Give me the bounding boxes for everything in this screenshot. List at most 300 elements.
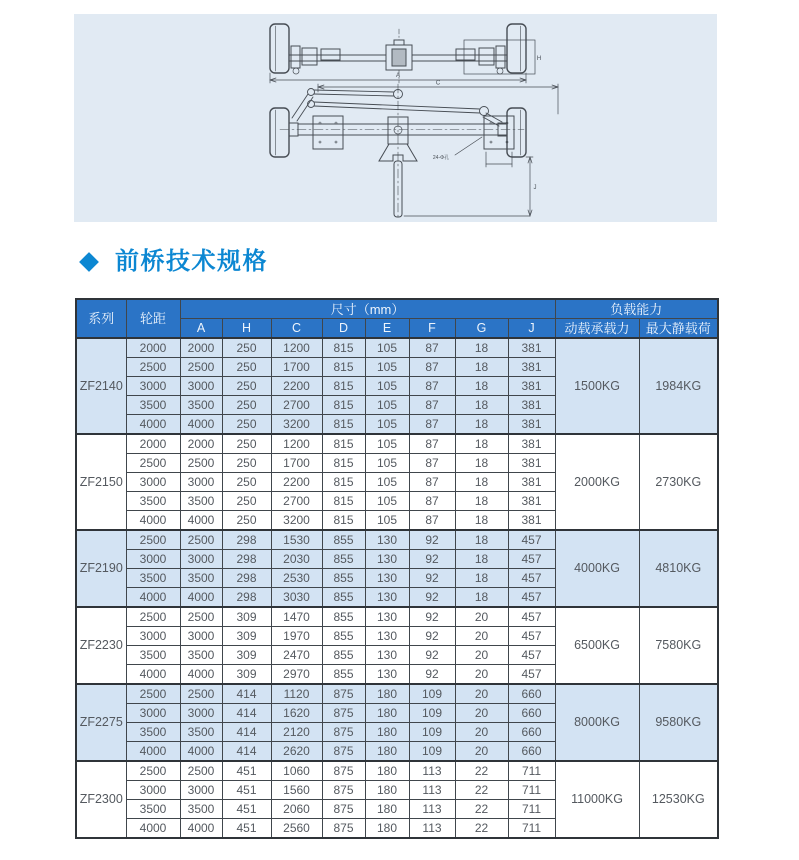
track-cell: 3000 [126,473,180,492]
track-cell: 2000 [126,434,180,454]
dim-cell: 18 [455,377,508,396]
dim-cell: 4000 [180,742,222,762]
dim-cell: 1560 [271,781,322,800]
col-header-track: 轮距 [126,299,180,338]
dimension-j [404,157,533,216]
dim-cell: 2970 [271,665,322,685]
dim-cell: 309 [222,607,271,627]
track-cell: 3500 [126,800,180,819]
dim-cell: 250 [222,377,271,396]
col-header-dim-f: F [409,319,455,339]
dim-cell: 660 [508,742,555,762]
dim-cell: 18 [455,511,508,531]
wheel-right-plan [507,108,526,157]
front-axle-technical-drawing [74,14,717,222]
track-cell: 2500 [126,684,180,704]
table-row [76,338,718,358]
dim-cell: 87 [409,473,455,492]
dim-cell: 381 [508,377,555,396]
dim-cell: 92 [409,627,455,646]
dim-cell: 105 [365,358,409,377]
dim-cell: 815 [322,454,365,473]
col-group-load-capacity: 负载能力 [555,299,718,319]
dim-cell: 2470 [271,646,322,665]
dim-cell: 20 [455,627,508,646]
drawing-dim-j-label: J [533,185,537,191]
dim-cell: 130 [365,607,409,627]
track-cell: 4000 [126,415,180,435]
track-cell: 3000 [126,781,180,800]
drawing-dim-c-label: C [435,80,441,87]
series-cell: ZF2140 [76,338,126,434]
dimension-c [318,84,558,114]
dim-cell: 1060 [271,761,322,781]
dim-cell: 18 [455,415,508,435]
dim-cell: 815 [322,415,365,435]
dim-cell: 180 [365,800,409,819]
drawing-note-label: 24-Φ孔 [432,155,450,161]
dim-cell: 113 [409,761,455,781]
dim-cell: 815 [322,434,365,454]
dim-cell: 309 [222,665,271,685]
track-cell: 2500 [126,358,180,377]
dim-cell: 87 [409,511,455,531]
dim-cell: 3500 [180,492,222,511]
dim-cell: 381 [508,358,555,377]
dim-cell: 18 [455,473,508,492]
track-cell: 2500 [126,607,180,627]
dim-cell: 451 [222,819,271,839]
col-header-dim-e: E [365,319,409,339]
dim-cell: 815 [322,377,365,396]
dim-cell: 3000 [180,704,222,723]
dim-cell: 457 [508,588,555,608]
dim-cell: 92 [409,607,455,627]
dim-cell: 87 [409,358,455,377]
dim-cell: 875 [322,800,365,819]
drawing-dim-a-label: A [395,73,401,79]
table-row [76,530,718,550]
dynamic-load-cell: 11000KG [555,761,639,838]
dim-cell: 87 [409,377,455,396]
dim-cell: 92 [409,550,455,569]
dim-cell: 381 [508,338,555,358]
dim-cell: 22 [455,761,508,781]
dim-cell: 855 [322,627,365,646]
dim-cell: 2500 [180,684,222,704]
dim-cell: 20 [455,646,508,665]
spec-table-body [76,338,718,838]
col-header-dim-c: C [271,319,322,339]
dim-cell: 105 [365,434,409,454]
axle-plan-view [270,84,558,220]
dim-cell: 2200 [271,473,322,492]
dim-cell: 3000 [180,781,222,800]
dim-cell: 250 [222,358,271,377]
table-row [76,607,718,627]
dim-cell: 105 [365,396,409,415]
dim-cell: 3500 [180,396,222,415]
dim-cell: 2000 [180,338,222,358]
dim-cell: 2560 [271,819,322,839]
track-cell: 3000 [126,704,180,723]
dim-cell: 381 [508,434,555,454]
dim-cell: 1530 [271,530,322,550]
static-load-cell: 4810KG [639,530,718,607]
dim-cell: 87 [409,434,455,454]
dim-cell: 130 [365,665,409,685]
table-row [76,684,718,704]
flange-left [313,116,343,149]
dim-cell: 815 [322,511,365,531]
track-cell: 2500 [126,761,180,781]
dim-cell: 875 [322,742,365,762]
dim-cell: 3000 [180,550,222,569]
dim-cell: 1200 [271,434,322,454]
dim-cell: 2500 [180,454,222,473]
dim-cell: 1700 [271,358,322,377]
dim-cell: 3500 [180,800,222,819]
dim-cell: 660 [508,723,555,742]
dim-cell: 711 [508,819,555,839]
dim-cell: 2620 [271,742,322,762]
dim-cell: 309 [222,646,271,665]
dim-cell: 3500 [180,646,222,665]
dim-cell: 815 [322,492,365,511]
dim-cell: 451 [222,761,271,781]
dim-cell: 457 [508,646,555,665]
dim-cell: 3030 [271,588,322,608]
dim-cell: 2120 [271,723,322,742]
dim-cell: 105 [365,492,409,511]
dim-cell: 18 [455,434,508,454]
dim-cell: 20 [455,742,508,762]
dim-cell: 298 [222,530,271,550]
dim-cell: 815 [322,358,365,377]
dim-cell: 855 [322,607,365,627]
dim-cell: 815 [322,473,365,492]
flange-right [484,116,514,149]
dim-cell: 855 [322,665,365,685]
dim-cell: 2500 [180,607,222,627]
dim-cell: 22 [455,781,508,800]
dynamic-load-cell: 1500KG [555,338,639,434]
dim-cell: 875 [322,704,365,723]
track-cell: 3500 [126,646,180,665]
dim-cell: 109 [409,723,455,742]
dim-cell: 2000 [180,434,222,454]
track-cell: 3500 [126,569,180,588]
dim-cell: 1970 [271,627,322,646]
dim-cell: 875 [322,761,365,781]
dim-cell: 3200 [271,415,322,435]
dim-cell: 1700 [271,454,322,473]
static-load-cell: 1984KG [639,338,718,434]
dim-cell: 109 [409,742,455,762]
dim-cell: 381 [508,415,555,435]
track-cell: 3000 [126,627,180,646]
dim-cell: 855 [322,646,365,665]
dim-cell: 250 [222,415,271,435]
dim-cell: 298 [222,569,271,588]
dim-cell: 105 [365,454,409,473]
spec-table-header [76,299,718,338]
dim-cell: 4000 [180,415,222,435]
dim-cell: 130 [365,646,409,665]
series-cell: ZF2300 [76,761,126,838]
dim-cell: 92 [409,569,455,588]
wheel-left-plan [270,108,289,157]
dim-cell: 4000 [180,665,222,685]
dim-cell: 87 [409,396,455,415]
dim-cell: 711 [508,761,555,781]
dim-cell: 4000 [180,588,222,608]
static-load-cell: 12530KG [639,761,718,838]
col-group-dimensions: 尺寸（mm） [180,299,555,319]
dynamic-load-cell: 4000KG [555,530,639,607]
dim-cell: 298 [222,588,271,608]
dim-cell: 180 [365,819,409,839]
dim-cell: 2200 [271,377,322,396]
dim-cell: 20 [455,665,508,685]
dim-cell: 130 [365,588,409,608]
dim-cell: 113 [409,781,455,800]
dim-cell: 18 [455,588,508,608]
dim-cell: 855 [322,550,365,569]
dim-cell: 381 [508,492,555,511]
dim-cell: 105 [365,415,409,435]
dim-cell: 381 [508,396,555,415]
table-row [76,761,718,781]
dim-cell: 92 [409,530,455,550]
dim-cell: 180 [365,684,409,704]
dim-cell: 855 [322,569,365,588]
series-cell: ZF2230 [76,607,126,684]
dim-cell: 414 [222,723,271,742]
dim-cell: 2030 [271,550,322,569]
dim-cell: 2500 [180,530,222,550]
dim-cell: 18 [455,530,508,550]
front-axle-spec-table [75,298,719,839]
track-cell: 2500 [126,454,180,473]
tie-rods [292,89,502,127]
track-cell: 4000 [126,588,180,608]
dim-cell: 250 [222,511,271,531]
diamond-bullet-icon [79,252,99,272]
dim-cell: 457 [508,530,555,550]
col-header-series: 系列 [76,299,126,338]
dim-cell: 660 [508,704,555,723]
dim-cell: 113 [409,800,455,819]
dim-cell: 2700 [271,396,322,415]
table-row [76,434,718,454]
dim-cell: 875 [322,684,365,704]
dim-cell: 3000 [180,627,222,646]
dim-cell: 250 [222,338,271,358]
dim-cell: 711 [508,800,555,819]
dim-cell: 457 [508,627,555,646]
dim-cell: 20 [455,607,508,627]
dim-cell: 3200 [271,511,322,531]
wheel-right [507,24,526,73]
dim-cell: 451 [222,800,271,819]
dim-cell: 875 [322,723,365,742]
dim-cell: 18 [455,396,508,415]
dim-cell: 309 [222,627,271,646]
dim-cell: 18 [455,454,508,473]
series-cell: ZF2275 [76,684,126,761]
dim-cell: 87 [409,415,455,435]
dim-cell: 2700 [271,492,322,511]
dim-cell: 381 [508,454,555,473]
dim-cell: 180 [365,742,409,762]
dim-cell: 87 [409,454,455,473]
track-cell: 2500 [126,530,180,550]
track-cell: 3500 [126,723,180,742]
dim-cell: 2530 [271,569,322,588]
axle-drawing-panel [74,14,717,222]
dim-cell: 815 [322,396,365,415]
col-header-dim-d: D [322,319,365,339]
dim-cell: 20 [455,704,508,723]
dim-cell: 711 [508,781,555,800]
dim-cell: 18 [455,569,508,588]
wheel-left [270,24,289,73]
dim-cell: 250 [222,454,271,473]
dim-cell: 3000 [180,377,222,396]
dim-cell: 22 [455,819,508,839]
col-header-dim-g: G [455,319,508,339]
track-cell: 3500 [126,492,180,511]
dim-cell: 457 [508,550,555,569]
col-header-dim-j: J [508,319,555,339]
dim-cell: 414 [222,704,271,723]
dim-cell: 451 [222,781,271,800]
dim-cell: 18 [455,358,508,377]
dim-cell: 2060 [271,800,322,819]
dim-cell: 381 [508,511,555,531]
track-cell: 4000 [126,742,180,762]
dim-cell: 130 [365,550,409,569]
dim-cell: 105 [365,338,409,358]
drawing-dim-h-label: H [536,56,542,62]
dim-cell: 414 [222,742,271,762]
dim-cell: 1620 [271,704,322,723]
dim-cell: 855 [322,588,365,608]
dim-cell: 92 [409,588,455,608]
section-heading [82,246,268,278]
dim-cell: 105 [365,511,409,531]
dim-cell: 3500 [180,569,222,588]
dim-cell: 250 [222,492,271,511]
dim-cell: 18 [455,492,508,511]
dim-cell: 1120 [271,684,322,704]
dim-cell: 113 [409,819,455,839]
col-header-dim-h: H [222,319,271,339]
dim-cell: 3500 [180,723,222,742]
dim-cell: 2500 [180,761,222,781]
dim-cell: 92 [409,646,455,665]
track-cell: 2000 [126,338,180,358]
dim-cell: 20 [455,723,508,742]
track-cell: 4000 [126,511,180,531]
dim-cell: 18 [455,338,508,358]
track-cell: 3500 [126,396,180,415]
dim-cell: 109 [409,684,455,704]
track-cell: 4000 [126,819,180,839]
dynamic-load-cell: 2000KG [555,434,639,530]
col-header-dim-a: A [180,319,222,339]
dim-cell: 457 [508,569,555,588]
dim-cell: 105 [365,473,409,492]
dim-cell: 457 [508,607,555,627]
dim-cell: 815 [322,338,365,358]
axle-top-view [270,24,535,83]
dim-cell: 250 [222,434,271,454]
dim-cell: 298 [222,550,271,569]
dim-cell: 130 [365,627,409,646]
track-cell: 4000 [126,665,180,685]
dim-cell: 875 [322,819,365,839]
dynamic-load-cell: 6500KG [555,607,639,684]
dim-cell: 87 [409,338,455,358]
static-load-cell: 7580KG [639,607,718,684]
static-load-cell: 9580KG [639,684,718,761]
dim-cell: 250 [222,396,271,415]
dim-cell: 414 [222,684,271,704]
dim-cell: 20 [455,684,508,704]
knuckle-right [456,46,505,74]
dim-cell: 180 [365,704,409,723]
dim-cell: 875 [322,781,365,800]
dim-cell: 4000 [180,511,222,531]
dim-cell: 130 [365,530,409,550]
col-header-static-load: 最大静载荷 [639,319,718,339]
page-title: 前桥技术规格 [115,248,268,275]
dim-cell: 22 [455,800,508,819]
dim-cell: 381 [508,473,555,492]
note-leader-line [455,137,482,155]
dim-cell: 250 [222,473,271,492]
dim-cell: 3000 [180,473,222,492]
dim-cell: 180 [365,761,409,781]
dim-cell: 180 [365,723,409,742]
dim-cell: 180 [365,781,409,800]
dim-cell: 105 [365,377,409,396]
dim-cell: 660 [508,684,555,704]
dim-cell: 2500 [180,358,222,377]
dim-cell: 92 [409,665,455,685]
dim-cell: 1470 [271,607,322,627]
dim-cell: 87 [409,492,455,511]
dim-cell: 1200 [271,338,322,358]
static-load-cell: 2730KG [639,434,718,530]
dim-cell: 457 [508,665,555,685]
dim-cell: 855 [322,530,365,550]
knuckle-left [291,46,340,74]
col-header-dynamic-load: 动载承载力 [555,319,639,339]
dim-cell: 4000 [180,819,222,839]
dim-cell: 130 [365,569,409,588]
dim-cell: 109 [409,704,455,723]
series-cell: ZF2150 [76,434,126,530]
track-cell: 3000 [126,377,180,396]
dim-cell: 18 [455,550,508,569]
dynamic-load-cell: 8000KG [555,684,639,761]
series-cell: ZF2190 [76,530,126,607]
track-cell: 3000 [126,550,180,569]
drawbar [379,84,417,220]
